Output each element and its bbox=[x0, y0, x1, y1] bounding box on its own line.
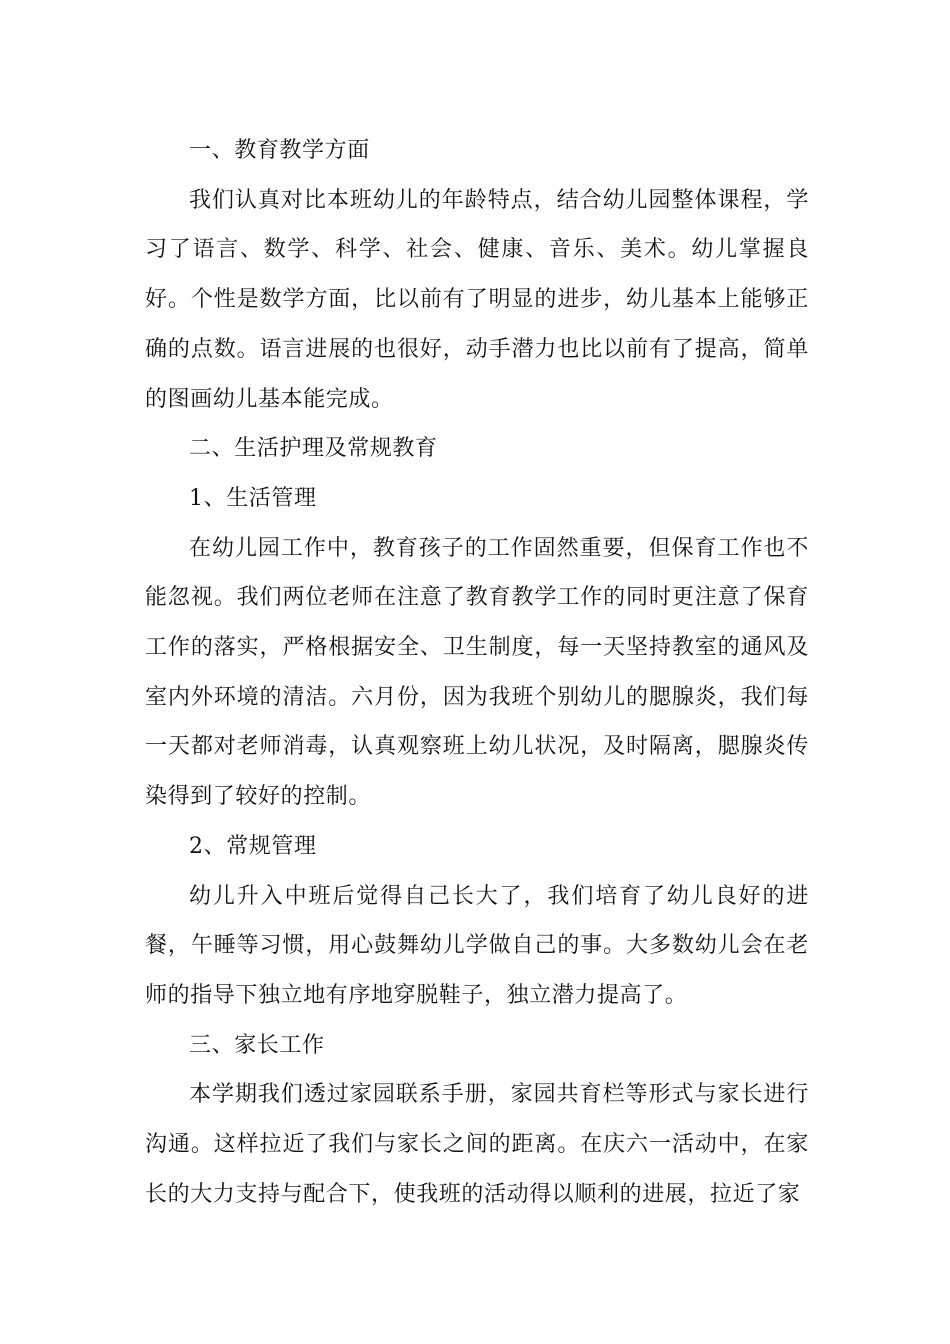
subheading-routine-management: 2、常规管理 bbox=[189, 833, 317, 859]
subheading-life-management: 1、生活管理 bbox=[189, 485, 317, 511]
paragraph-life-management: 在幼儿园工作中，教育孩子的工作固然重要，但保育工作也不能忽视。我们两位老师在注意了教育教学工作的同时更注意了保育工作的落实，严格根据安全、卫生制度，每一天坚持教室的通风及室内外环境的清洁。六月份，因为我班个别幼儿的腮腺炎，我们每一天都对老师消毒，认真观察班上幼儿状况，及时隔离，腮腺炎传染得到了较好的控制。 bbox=[145, 535, 809, 810]
section-heading-parents: 三、家长工作 bbox=[189, 1032, 325, 1058]
document-body bbox=[145, 126, 809, 1219]
paragraph-teaching: 我们认真对比本班幼儿的年龄特点，结合幼儿园整体课程，学习了语言、数学、科学、社会、健康、音乐、美术。幼儿掌握良好。个性是数学方面，比以前有了明显的进步，幼儿基本上能够正确的点数。语言进展的也很好，动手潜力也比以前有了提高，简单的图画幼儿基本能完成。 bbox=[145, 187, 809, 412]
section-heading-teaching: 一、教育教学方面 bbox=[189, 138, 370, 163]
paragraph-routine-management: 幼儿升入中班后觉得自己长大了，我们培育了幼儿良好的进餐，午睡等习惯，用心鼓舞幼儿学做自己的事。大多数幼儿会在老师的指导下独立地有序地穿脱鞋子，独立潜力提高了。 bbox=[145, 883, 809, 1008]
paragraph-parents: 本学期我们透过家园联系手册，家园共育栏等形式与家长进行沟通。这样拉近了我们与家长之间的距离。在庆六一活动中，在家长的大力支持与配合下，使我班的活动得以顺利的进展，拉近了家 bbox=[145, 1082, 809, 1207]
section-heading-life-care: 二、生活护理及常规教育 bbox=[189, 436, 438, 462]
